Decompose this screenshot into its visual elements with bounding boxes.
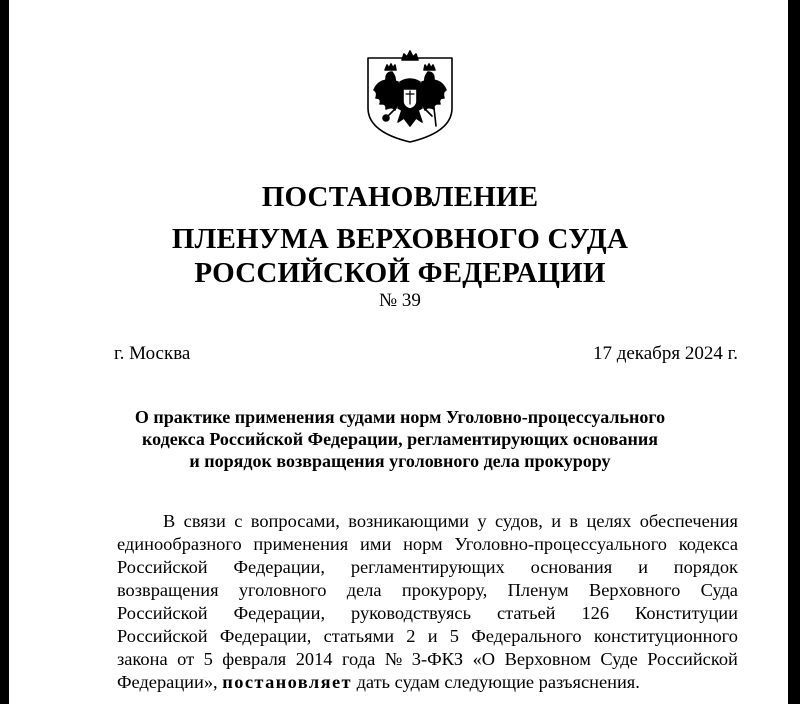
body-line: Российской Федерации, статьями 2 и 5 Федерального конституционного [117, 626, 738, 646]
body-line: закона от 5 февраля 2014 года № 3-ФКЗ «О Верховном Суде Российской [117, 649, 738, 669]
document-date: 17 декабря 2024 г. [592, 343, 738, 364]
body-line: возвращения уголовного дела прокурору, Пленум Верховного Суда [117, 580, 738, 600]
subject-line: О практике применения судами норм Уголовно-процессуального [134, 407, 666, 427]
right-border [788, 0, 800, 704]
document-number: № 39 [379, 290, 421, 311]
subject-line: и порядок возвращения уголовного дела прокурору [189, 451, 611, 471]
body-line: Российской Федерации, руководствуясь статьей 126 Конституции [117, 603, 738, 623]
body-line: единообразного применения ими норм Уголовно-процессуального кодекса [117, 534, 738, 554]
document-body-paragraph [117, 510, 738, 694]
document-subject [0, 406, 800, 472]
left-border [0, 0, 9, 704]
document-city: г. Москва [114, 343, 191, 364]
subject-line: кодекса Российской Федерации, регламентирующих основания [142, 429, 658, 449]
decree-keyword: постановляет [222, 672, 352, 692]
document-title: ПОСТАНОВЛЕНИЕ [261, 181, 539, 213]
body-line: В связи с вопросами, возникающими у судов, и в целях обеспечения [163, 511, 738, 531]
document-title-line2: ПЛЕНУМА ВЕРХОВНОГО СУДА [171, 223, 629, 255]
body-line: Федерации», постановляет дать судам следующие разъяснения. [117, 672, 640, 692]
body-line: Российской Федерации, регламентирующих основания и порядок [117, 557, 738, 577]
document-title-line3: РОССИЙСКОЙ ФЕДЕРАЦИИ [194, 257, 606, 289]
double-headed-eagle-icon [362, 46, 458, 146]
